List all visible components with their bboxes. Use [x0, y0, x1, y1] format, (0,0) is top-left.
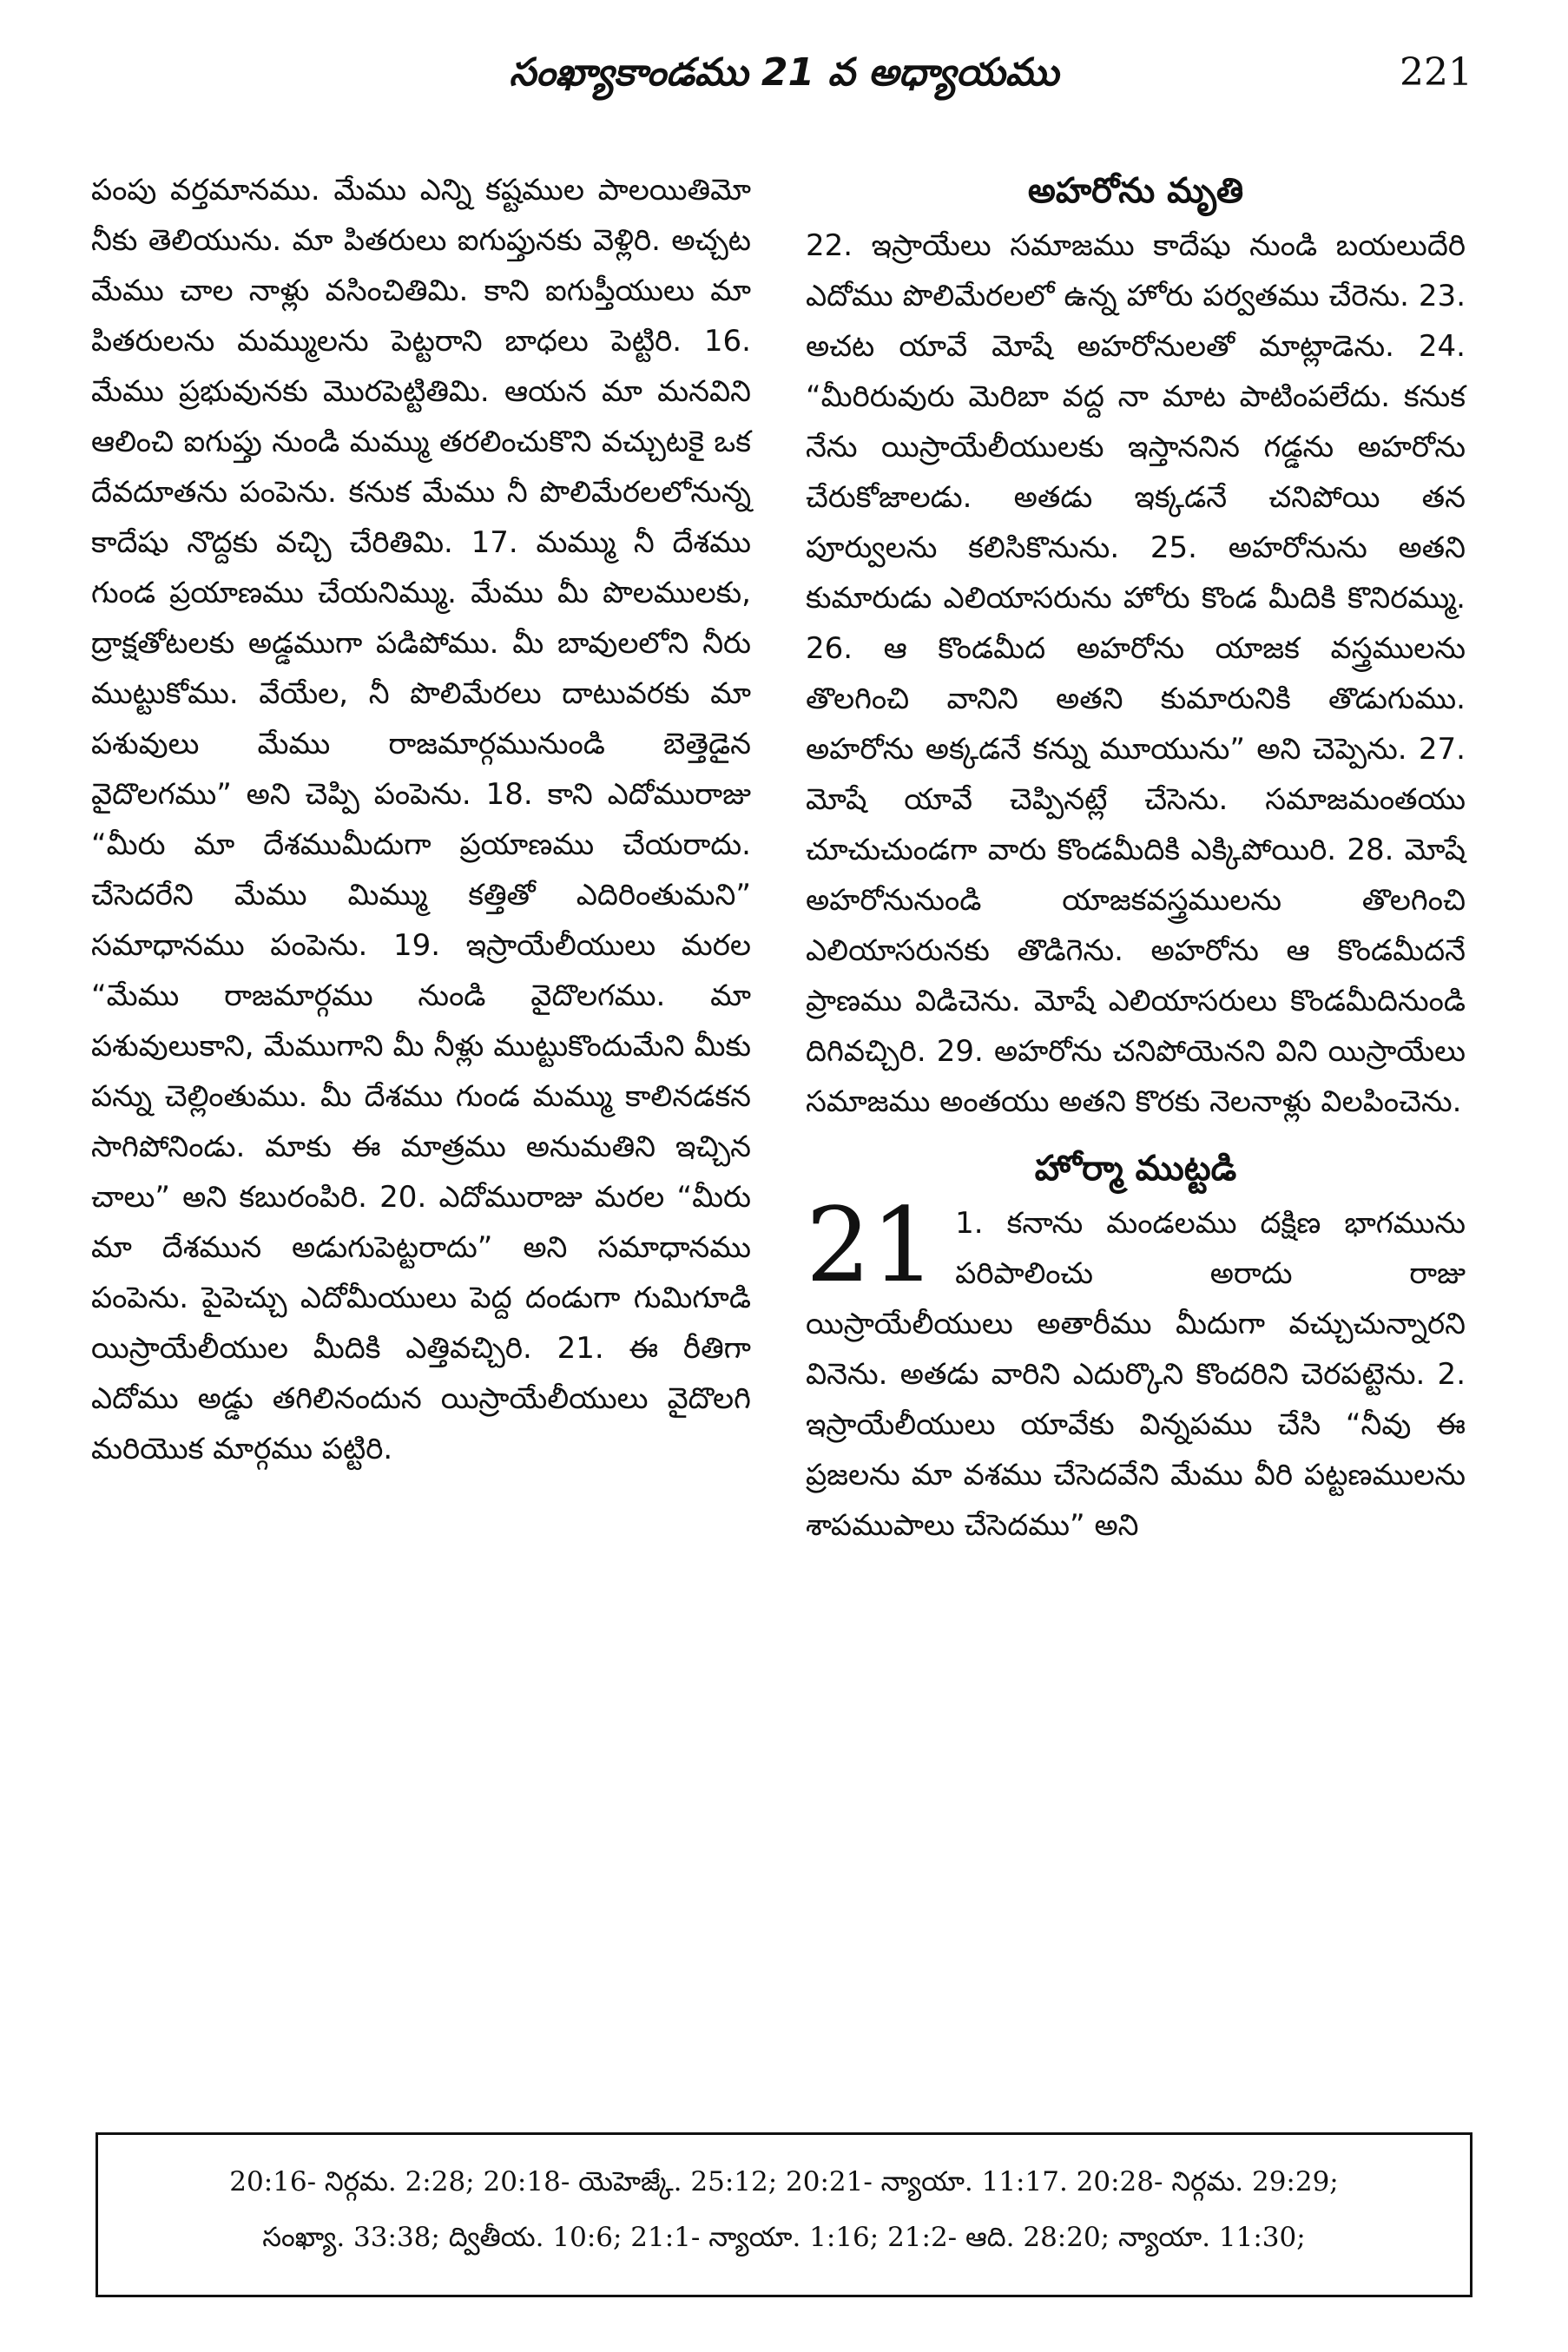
chapter-21-text: 1. కనాను మండలము దక్షిణ భాగమును పరిపాలించు అరాదు రాజు యిస్రాయేలీయులు అతారీము మీదుగా వచ్చుచున్నారని వినెను. అతడు వారిని ఎదుర్కొని కొందరిని చెరపట్టెను. 2. ఇస్రాయేలీయులు యావేకు విన్నపము చేసి “నీవు ఈ ప్రజలను మా వశము చేసెదవేని మేము వీరి పట్టణములను శాపముపాలు చేసెదము” అని [806, 1206, 1466, 1543]
chapter-number: 21 [806, 1185, 937, 1305]
running-title: సంఖ్యాకాండము 21 వ అధ్యాయము [509, 50, 1059, 95]
left-column-text: పంపు వర్తమానము. మేము ఎన్ని కష్టముల పాలయితిమో నీకు తెలియును. మా పితరులు ఐగుప్తునకు వెళ్లిరి. అచ్చట మేము చాల నాళ్లు వసించితివిు. కాని ఐగుప్తీయులు మా పితరులను మమ్ములను పెట్టరాని బాధలు పెట్టిరి. 16. మేము ప్రభువునకు మొరపెట్టితిమి. ఆయన మా మనవిని ఆలించి ఐగుప్తు నుండి మమ్ము తరలించుకొని వచ్చుటకై ఒక దేవదూతను పంపెను. కనుక మేము నీ పొలిమేరలలోనున్న కాదేషు నొద్దకు వచ్చి చేరితిమి. 17. మమ్ము నీ దేశము గుండ ప్రయాణము చేయనిమ్ము. మేము మీ పొలములకు, ద్రాక్షతోటలకు అడ్డముగా పడిపోము. మీ బావులలోని నీరు ముట్టుకోము. వేయేల, నీ పొలిమేరలు దాటువరకు మా పశువులు మేము రాజమార్గమునుండి బెత్తెడైన వైదొలగము” అని చెప్పి పంపెను. 18. కాని ఎదోమురాజు “మీరు మా దేశముమీదుగా ప్రయాణము చేయరాదు. చేసెదరేని మేము మిమ్ము కత్తితో ఎదిరింతుమని” సమాధానము పంపెను. 19. ఇస్రాయేలీయులు మరల “మేము రాజమార్గము నుండి వైదొలగము. మా పశువులుకాని, మేముగాని మీ నీళ్లు ముట్టుకొందుమేని మీకు పన్ను చెల్లింతుము. మీ దేశము గుండ మమ్ము కాలినడకన సాగిపోనిండు. మాకు ఈ మాత్రము అనుమతిని ఇచ్చిన చాలు” అని కబురంపిరి. 20. ఎదోమురాజు మరల “మీరు మా దేశమున అడుగుపెట్టరాదు” అని సమాధానము పంపెను. పైపెచ్చు ఎదోమీయులు పెద్ద దండుగా గుమిగూడి యిస్రాయేలీయుల మీదికి ఎత్తివచ్చిరి. 21. ఈ రీతిగా ఎదోము అడ్డు తగిలినందున యిస్రాయేలీయులు వైదొలగి మరియొక మార్గము పట్టిరి. [91, 173, 751, 1466]
right-column [806, 165, 1466, 1551]
cross-reference-box [96, 2132, 1472, 2297]
right-column-paragraph-2 [806, 1185, 1466, 1551]
cross-reference-line-2: సంఖ్యా. 33:38; ద్వితీయ. 10:6; 21:1- న్యాయా. 1:16; 21:2- ఆది. 28:20; న్యాయా. 11:30; [262, 2222, 1306, 2253]
section-heading-hormah: హోర్మా ముట్టడి [1034, 1149, 1237, 1189]
right-column-paragraph-1: 22. ఇస్రాయేలు సమాజము కాదేషు నుండి బయలుదేరి ఎదోము పొలిమేరలలో ఉన్న హోరు పర్వతము చేరెను. 23. అచట యావే మోషే అహరోనులతో మాట్లాడెను. 24. “మీరిరువురు మెరిబా వద్ద నా మాట పాటింపలేదు. కనుక నేను యిస్రాయేలీయులకు ఇస్తాననిన గడ్డను అహరోను చేరుకోజాలడు. అతడు ఇక్కడనే చనిపోయి తన పూర్వులను కలిసికొనును. 25. అహరోనును అతని కుమారుడు ఎలియాసరును హోరు కొండ మీదికి కొనిరమ్ము. 26. ఆ కొండమీద అహరోను యాజక వస్త్రములను తొలగించి వానిని అతని కుమారునికి తొడుగుము. అహరోను అక్కడనే కన్ను మూయును” అని చెప్పెను. 27. మోషే యావే చెప్పినట్లే చేసెను. సమాజమంతయు చూచుచుండగా వారు కొండమీదికి ఎక్కిపోయిరి. 28. మోషే అహరోనునుండి యాజకవస్త్రములను తొలగించి ఎలియాసరునకు తొడిగెను. అహరోను ఆ కొండమీదనే ప్రాణము విడిచెను. మోషే ఎలియాసరులు కొండమీదినుండి దిగివచ్చిరి. 29. అహరోను చనిపోయెనని విని యిస్రాయేలు సమాజము అంతయు అతని కొరకు నెలనాళ్లు విలపించెను. [806, 228, 1466, 1119]
running-head [96, 43, 1472, 113]
section-heading-aaron-death: అహరోను మృతి [1027, 171, 1244, 211]
left-column [91, 165, 751, 1474]
page-number: 221 [1400, 50, 1472, 95]
cross-reference-line-1: 20:16- నిర్గమ. 2:28; 20:18- యెహెజ్కే. 25:12; 20:21- న్యాయా. 11:17. 20:28- నిర్గమ. 29:29; [229, 2166, 1339, 2197]
